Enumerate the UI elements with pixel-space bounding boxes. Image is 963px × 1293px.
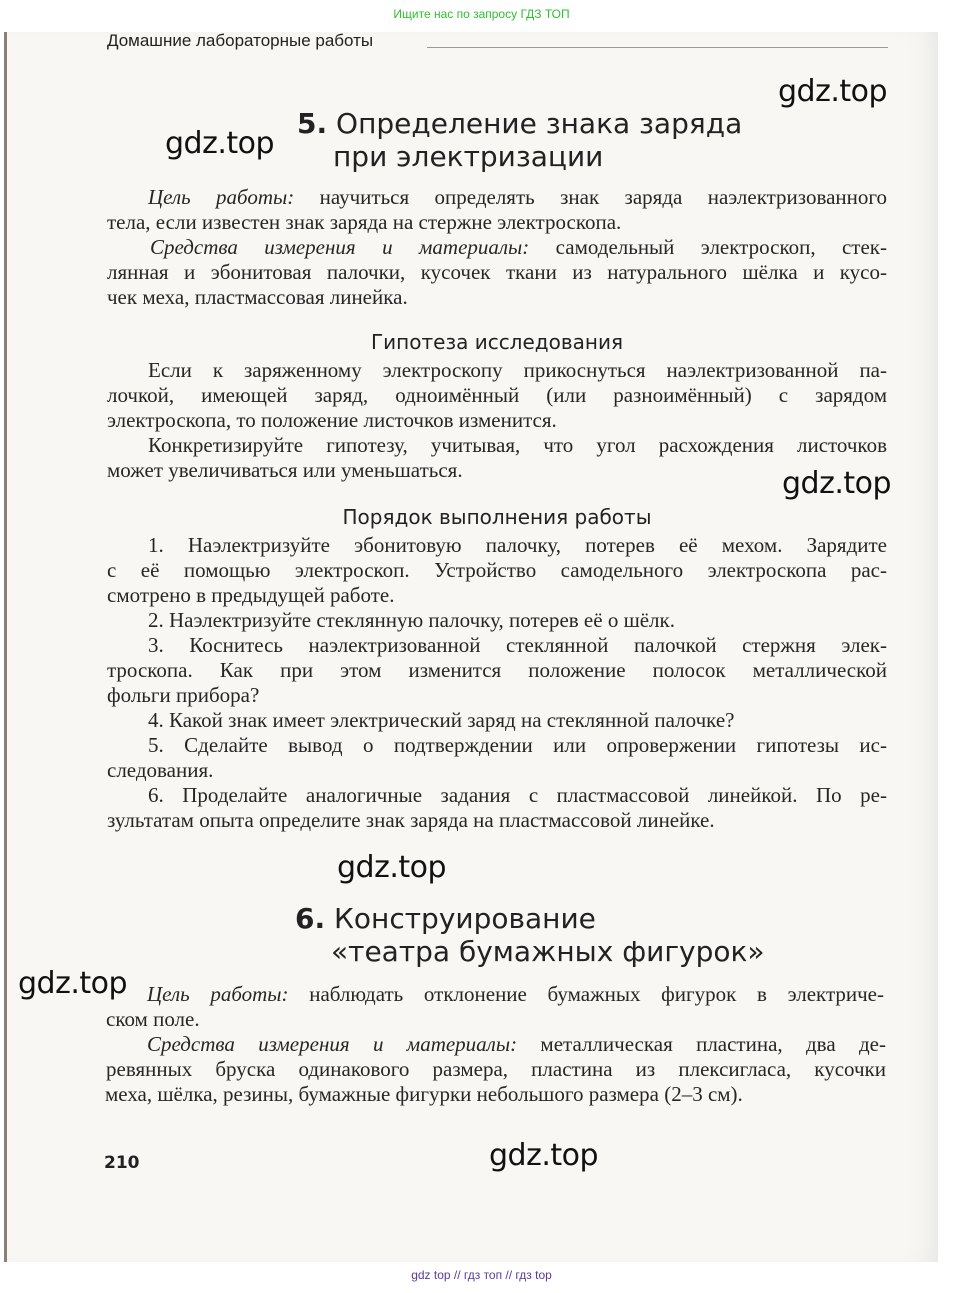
text-line: зультатам опыта определите знак заряда на пластмассовой линейке.: [107, 808, 715, 832]
text-line: может увеличиваться или уменьшаться.: [107, 458, 463, 482]
text: металлическая пластина, два де-: [517, 1032, 886, 1056]
text-line: тела, если известен знак заряда на стержне электроскопа.: [107, 210, 622, 234]
work5-goal-line: [107, 185, 887, 210]
hypothesis-heading: Гипотеза исследования: [370, 330, 623, 354]
procedure-step: 3. Коснитесь наэлектризованной стеклянной палочкой стержня элек-: [148, 633, 887, 657]
work6-title-text: Конструирование: [334, 902, 596, 935]
text-line: электроскопа, то положение листочков изменится.: [107, 408, 557, 432]
site-banner-bottom[interactable]: gdz top // гдз топ // гдз top: [411, 1268, 552, 1282]
text-line: ревянных бруска одинакового размера, пластина из плексигласа, кусочки: [106, 1057, 886, 1081]
work5-title-line1: [297, 107, 742, 140]
page-number: 210: [104, 1153, 140, 1173]
text-line: чек меха, пластмассовая линейка.: [107, 285, 408, 309]
text-line: ском поле.: [106, 1007, 200, 1031]
text-line: лочкой, имеющей заряд, одноимённый (или разноимённый) с зарядом: [107, 383, 887, 407]
text-line: лянная и эбонитовая палочки, кусочек ткани из натурального шёлка и кусо-: [107, 260, 887, 284]
watermark: gdz.top: [782, 466, 892, 501]
running-head-rule: [427, 47, 888, 48]
work5-title-line2: при электризации: [333, 140, 604, 173]
text: научиться определять знак заряда наэлектризованного: [294, 185, 887, 209]
watermark: gdz.top: [165, 126, 275, 161]
work6-number: 6.: [295, 902, 326, 935]
text: самодельный электроскоп, стек-: [529, 235, 887, 259]
work5-title-text: Определение знака заряда: [336, 107, 743, 140]
goal-label: Цель работы:: [148, 185, 295, 209]
procedure-step: 4. Какой знак имеет электрический заряд на стеклянной палочке?: [148, 708, 735, 732]
work5-number: 5.: [297, 107, 328, 140]
running-head: Домашние лабораторные работы: [107, 31, 374, 50]
goal-label: Цель работы:: [147, 982, 289, 1006]
work5-materials-line: [107, 235, 887, 260]
watermark: gdz.top: [489, 1138, 599, 1173]
watermark: gdz.top: [778, 74, 888, 109]
procedure-step: 1. Наэлектризуйте эбонитовую палочку, потерев её мехом. Зарядите: [148, 533, 887, 557]
procedure-heading: Порядок выполнения работы: [342, 505, 652, 529]
materials-label: Средства измерения и материалы:: [147, 1032, 518, 1056]
work6-title-line2: «театра бумажных фигурок»: [331, 935, 765, 968]
work6-materials-line: [106, 1032, 886, 1057]
procedure-step: 6. Проделайте аналогичные задания с пластмассовой линейкой. По ре-: [148, 783, 887, 807]
text-line: смотрено в предыдущей работе.: [107, 583, 395, 607]
work6-title-line1: [295, 902, 596, 935]
text: наблюдать отклонение бумажных фигурок в электриче-: [288, 982, 884, 1006]
watermark: gdz.top: [337, 850, 447, 885]
site-banner-top[interactable]: Ищите нас по запросу ГДЗ ТОП: [393, 7, 570, 21]
work6-goal-line: [106, 982, 884, 1007]
text-line: Конкретизируйте гипотезу, учитывая, что угол расхождения листочков: [148, 433, 887, 457]
materials-label: Средства измерения и материалы:: [150, 235, 530, 259]
text-line: троскопа. Как при этом изменится положение полосок металлической: [107, 658, 887, 682]
text-line: меха, шёлка, резины, бумажные фигурки небольшого размера (2–3 см).: [105, 1082, 743, 1106]
text-line: следования.: [107, 758, 214, 782]
watermark: gdz.top: [18, 966, 128, 1001]
procedure-step: 2. Наэлектризуйте стеклянную палочку, потерев её о шёлк.: [148, 608, 675, 632]
text-line: с её помощью электроскоп. Устройство самодельного электроскопа рас-: [107, 558, 887, 582]
procedure-step: 5. Сделайте вывод о подтверждении или опровержении гипотезы ис-: [148, 733, 887, 757]
text-line: фольги прибора?: [107, 683, 260, 707]
text-line: Если к заряженному электроскопу прикоснуться наэлектризованной па-: [148, 358, 887, 382]
